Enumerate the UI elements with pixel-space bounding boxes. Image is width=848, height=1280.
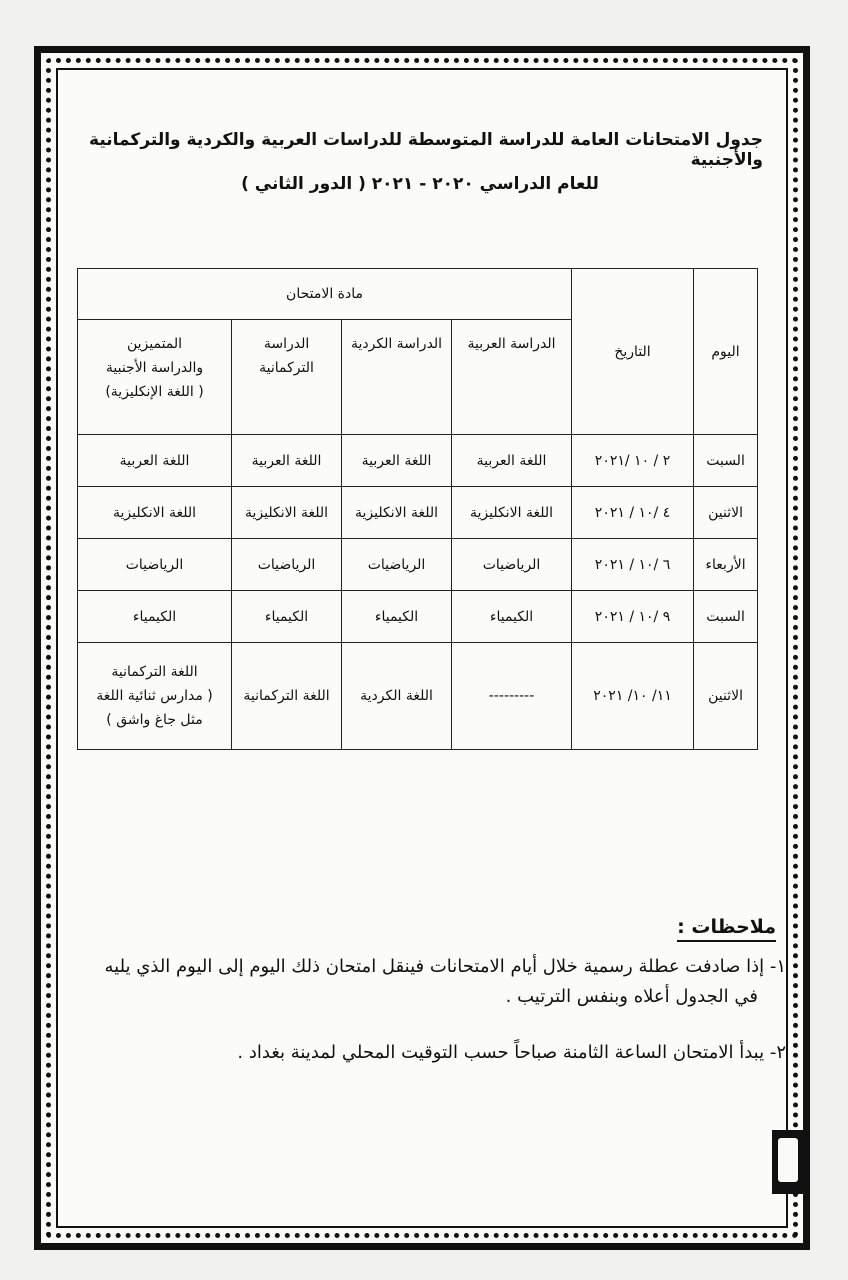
cell-kurdish: الكيمياء	[342, 591, 452, 643]
cell-foreign	[78, 643, 232, 750]
cell-date: ٩ /١٠ / ٢٠٢١	[572, 591, 694, 643]
header-arabic-study: الدراسة العربية	[452, 320, 572, 435]
table-row	[78, 435, 758, 487]
cell-kurdish: اللغة الكردية	[342, 643, 452, 750]
corner-stamp-mark	[772, 1130, 806, 1194]
note-1-line-2: في الجدول أعلاه وبنفس الترتيب .	[505, 986, 758, 1007]
table-row	[78, 643, 758, 750]
cell-date: ٦ /١٠ / ٢٠٢١	[572, 539, 694, 591]
table-header-row	[78, 269, 758, 320]
cell-kurdish: اللغة العربية	[342, 435, 452, 487]
exam-schedule-table	[77, 268, 758, 750]
cell-arabic: اللغة الانكليزية	[452, 487, 572, 539]
cell-foreign-line-1: اللغة التركمانية	[111, 664, 198, 680]
notes-heading: ملاحظات :	[677, 916, 776, 942]
header-kurdish-study: الدراسة الكردية	[342, 320, 452, 435]
cell-day: الاثنين	[694, 487, 758, 539]
cell-foreign: اللغة الانكليزية	[78, 487, 232, 539]
cell-foreign-line-3: مثل جاغ واشق )	[106, 712, 203, 728]
cell-date: ٤ /١٠ / ٢٠٢١	[572, 487, 694, 539]
cell-kurdish: اللغة الانكليزية	[342, 487, 452, 539]
cell-foreign: الكيمياء	[78, 591, 232, 643]
page-title-line-1: جدول الامتحانات العامة للدراسة المتوسطة للدراسات العربية والكردية والتركمانية والأجنبية	[89, 130, 763, 170]
cell-day: الاثنين	[694, 643, 758, 750]
header-day: اليوم	[694, 269, 758, 435]
cell-day: السبت	[694, 591, 758, 643]
cell-arabic: الكيمياء	[452, 591, 572, 643]
cell-foreign-line-2: ( مدارس ثنائية اللغة	[96, 688, 213, 704]
cell-day: الأربعاء	[694, 539, 758, 591]
cell-date: ١١/ ١٠/ ٢٠٢١	[572, 643, 694, 750]
note-1	[66, 952, 786, 1012]
table-row	[78, 539, 758, 591]
header-turkmen-study	[232, 320, 342, 435]
cell-turkmen: اللغة الانكليزية	[232, 487, 342, 539]
cell-kurdish: الرياضيات	[342, 539, 452, 591]
page-title-line-2: للعام الدراسي ٢٠٢٠ - ٢٠٢١ ( الدور الثاني )	[241, 174, 599, 194]
header-date: التاريخ	[572, 269, 694, 435]
header-turkmen-line-2: التركمانية	[259, 360, 314, 376]
cell-foreign: اللغة العربية	[78, 435, 232, 487]
cell-day: السبت	[694, 435, 758, 487]
cell-arabic: ---------	[452, 643, 572, 750]
note-2: ٢- يبدأ الامتحان الساعة الثامنة صباحاً حسب التوقيت المحلي لمدينة بغداد .	[237, 1042, 786, 1063]
table-row	[78, 591, 758, 643]
cell-turkmen: الرياضيات	[232, 539, 342, 591]
cell-foreign: الرياضيات	[78, 539, 232, 591]
header-subject-group: مادة الامتحان	[78, 269, 572, 320]
header-foreign-line-2: والدراسة الأجنبية	[105, 360, 204, 376]
cell-turkmen: اللغة التركمانية	[232, 643, 342, 750]
header-foreign-line-1: المتميزين	[126, 336, 183, 352]
note-1-line-1: ١- إذا صادفت عطلة رسمية خلال أيام الامتحانات فينقل امتحان ذلك اليوم إلى اليوم الذي يليه	[104, 956, 786, 977]
cell-arabic: الرياضيات	[452, 539, 572, 591]
cell-turkmen: الكيمياء	[232, 591, 342, 643]
cell-date: ٢ / ١٠ /٢٠٢١	[572, 435, 694, 487]
cell-arabic: اللغة العربية	[452, 435, 572, 487]
header-turkmen-line-1: الدراسة	[263, 336, 310, 352]
header-foreign-study	[78, 320, 232, 435]
header-foreign-line-3: ( اللغة الإنكليزية)	[105, 384, 204, 400]
cell-turkmen: اللغة العربية	[232, 435, 342, 487]
table-row	[78, 487, 758, 539]
